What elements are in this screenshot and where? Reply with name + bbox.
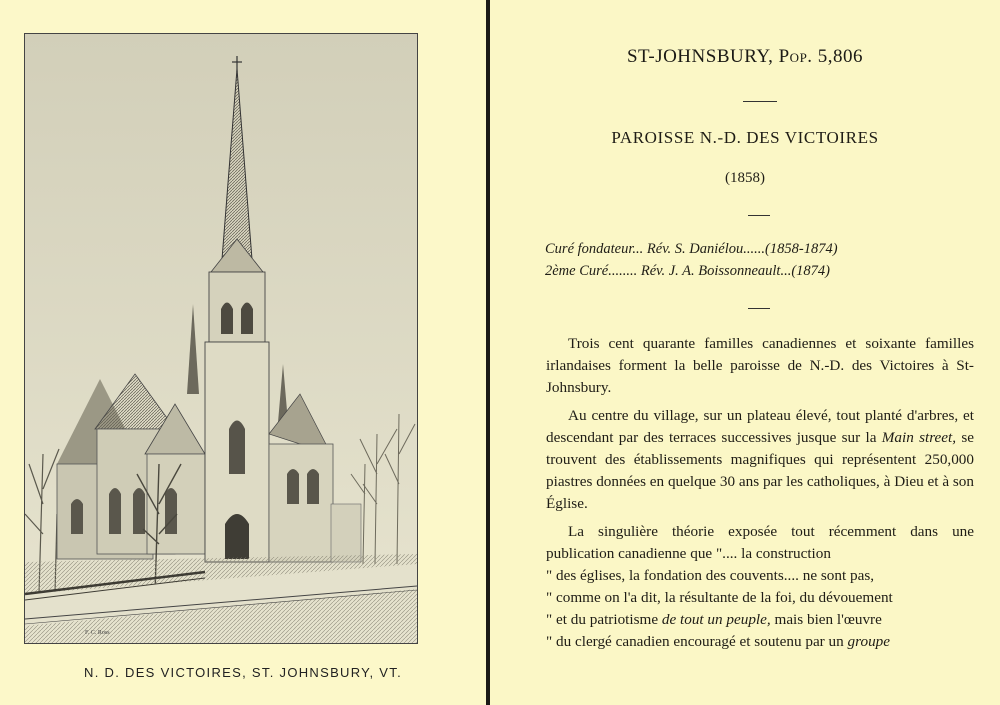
quote-line: " du clergé canadien encouragé et soutenu par un xyxy=(546,633,844,650)
text-span: La singulière théorie exposée tout récemment dans une publication canadienne que ".... la construction xyxy=(546,523,974,562)
heading-town: ST-JOHNSBURY, xyxy=(626,46,774,67)
cure-name: Rév. J. A. Boissonneault... xyxy=(640,263,792,279)
cure-line xyxy=(545,263,975,280)
heading-population: Pop. 5,806 xyxy=(778,46,864,67)
paragraph xyxy=(546,405,974,515)
church-illustration xyxy=(24,33,418,644)
quote-line: " comme on l'a dit, la résultante de la foi, du dévouement xyxy=(546,589,893,606)
cure-role: 2ème Curé........ xyxy=(545,263,638,279)
parish-title: PAROISSE N.-D. DES VICTOIRES xyxy=(611,128,879,147)
quote-line: " et du patriotisme xyxy=(546,611,659,628)
church-engraving xyxy=(25,34,417,643)
parish-year: (1858) xyxy=(725,170,765,186)
cure-role: Curé fondateur... xyxy=(545,241,644,257)
plate-caption: N. D. DES VICTOIRES, ST. JOHNSBURY, VT. xyxy=(84,665,402,680)
cure-name: Rév. S. Daniélou...... xyxy=(646,241,766,257)
right-page xyxy=(490,0,1000,705)
divider-rule xyxy=(743,101,777,102)
paragraph: Trois cent quarante familles canadiennes et soixante familles irlandaises forment la belle paroisse de N.-D. des Victoires à St-Johnsbury. xyxy=(546,335,974,396)
text-span: mais bien l'œuvre xyxy=(774,611,882,628)
text-span: se trouvent des établissements magnifiques qui représentent 250,000 piastres données en quelque 30 ans par les catholiques, à Dieu et à son Église. xyxy=(546,429,974,512)
cure-line xyxy=(545,241,975,258)
plate-signature: F. C. Ross xyxy=(85,630,110,636)
italic-text: Main street, xyxy=(881,429,957,446)
page-heading xyxy=(490,46,1000,68)
italic-text: de tout un peuple, xyxy=(661,611,771,628)
divider-rule xyxy=(748,215,770,216)
cure-years: (1858-1874) xyxy=(765,241,838,257)
divider-rule xyxy=(748,308,770,309)
left-page xyxy=(0,0,486,705)
quote-line: " des églises, la fondation des couvents.... ne sont pas, xyxy=(546,567,875,584)
cure-years: (1874) xyxy=(791,263,830,279)
paragraph xyxy=(546,521,974,653)
text-span: Au centre du village, sur un plateau élevé, tout planté d'arbres, et descendant par des terraces successives jusque sur la xyxy=(546,407,974,446)
body-text xyxy=(546,333,974,653)
italic-text: groupe xyxy=(847,633,890,650)
